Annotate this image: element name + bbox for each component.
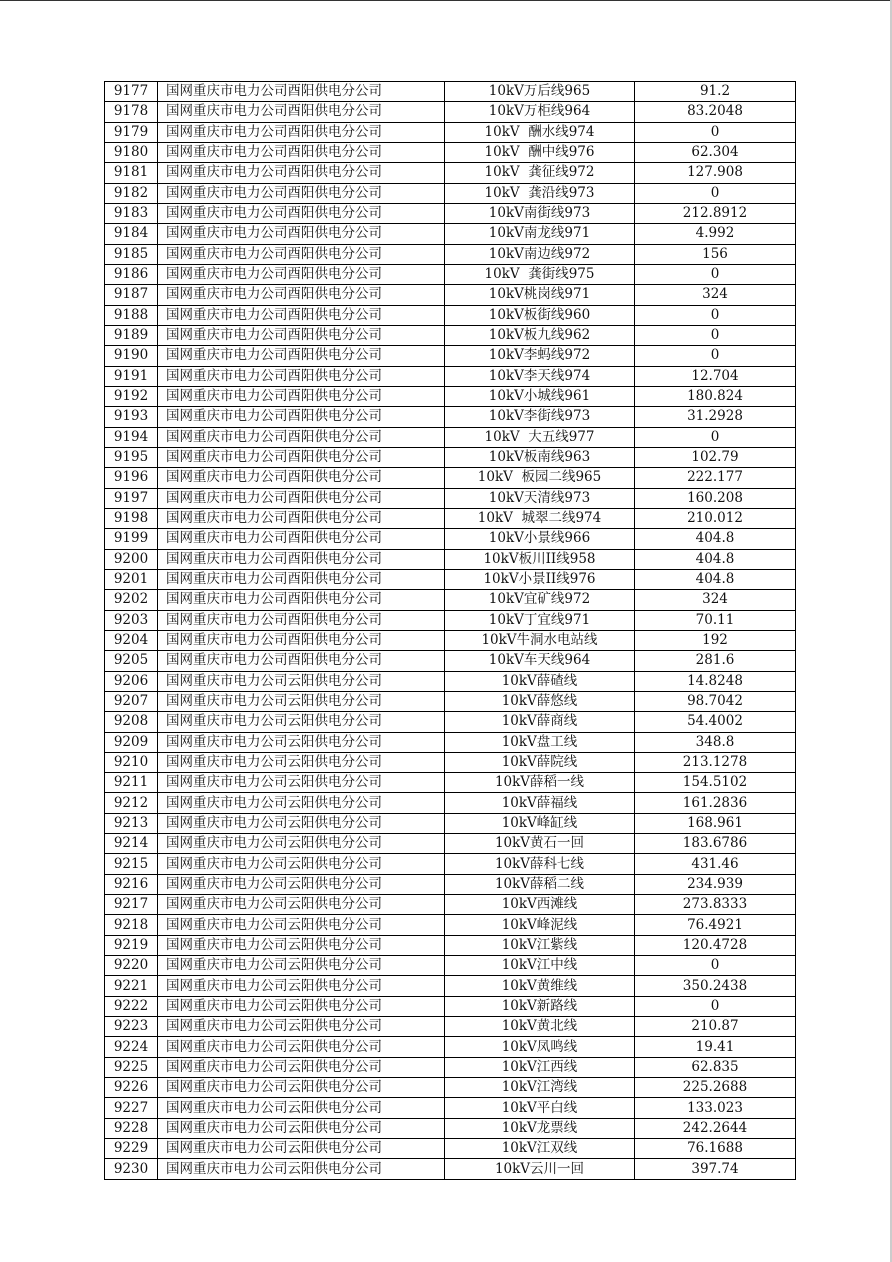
company-cell: 国网重庆市电力公司云阳供电分公司 xyxy=(158,976,445,996)
company-cell: 国网重庆市电力公司云阳供电分公司 xyxy=(158,732,445,752)
value-cell: 120.4728 xyxy=(635,935,796,955)
company-cell: 国网重庆市电力公司酉阳供电分公司 xyxy=(158,203,445,223)
row-number-cell: 9206 xyxy=(105,671,158,691)
row-number-cell: 9181 xyxy=(105,163,158,183)
row-number-cell: 9194 xyxy=(105,427,158,447)
row-number-cell: 9180 xyxy=(105,142,158,162)
company-cell: 国网重庆市电力公司酉阳供电分公司 xyxy=(158,163,445,183)
table-row xyxy=(105,468,796,488)
row-number-cell: 9178 xyxy=(105,102,158,122)
line-name-cell: 10kV板南线963 xyxy=(445,447,635,467)
line-name-cell: 10kV南边线972 xyxy=(445,244,635,264)
line-name-cell: 10kV小景II线976 xyxy=(445,569,635,589)
line-name-cell: 10kV桃岗线971 xyxy=(445,285,635,305)
company-cell: 国网重庆市电力公司酉阳供电分公司 xyxy=(158,244,445,264)
row-number-cell: 9195 xyxy=(105,447,158,467)
line-name-cell: 10kV李天线974 xyxy=(445,366,635,386)
line-name-cell: 10kV宜矿线972 xyxy=(445,590,635,610)
value-cell: 210.012 xyxy=(635,508,796,528)
table-row xyxy=(105,82,796,102)
table-row xyxy=(105,1098,796,1118)
company-cell: 国网重庆市电力公司酉阳供电分公司 xyxy=(158,427,445,447)
row-number-cell: 9182 xyxy=(105,183,158,203)
table-row xyxy=(105,834,796,854)
row-number-cell: 9197 xyxy=(105,488,158,508)
row-number-cell: 9196 xyxy=(105,468,158,488)
value-cell: 98.7042 xyxy=(635,691,796,711)
line-name-cell: 10kV 城翠二线974 xyxy=(445,508,635,528)
line-name-cell: 10kV李街线973 xyxy=(445,407,635,427)
row-number-cell: 9187 xyxy=(105,285,158,305)
company-cell: 国网重庆市电力公司云阳供电分公司 xyxy=(158,935,445,955)
table-row xyxy=(105,1078,796,1098)
company-cell: 国网重庆市电力公司酉阳供电分公司 xyxy=(158,610,445,630)
value-cell: 19.41 xyxy=(635,1037,796,1057)
company-cell: 国网重庆市电力公司云阳供电分公司 xyxy=(158,1139,445,1159)
table-row xyxy=(105,630,796,650)
company-cell: 国网重庆市电力公司酉阳供电分公司 xyxy=(158,82,445,102)
value-cell: 102.79 xyxy=(635,447,796,467)
page-top-border xyxy=(0,0,892,1)
line-name-cell: 10kV薛悠线 xyxy=(445,691,635,711)
line-name-cell: 10kV牛洞水电站线 xyxy=(445,630,635,650)
company-cell: 国网重庆市电力公司酉阳供电分公司 xyxy=(158,468,445,488)
line-name-cell: 10kV 龚街线975 xyxy=(445,264,635,284)
line-name-cell: 10kV天清线973 xyxy=(445,488,635,508)
value-cell: 404.8 xyxy=(635,549,796,569)
row-number-cell: 9225 xyxy=(105,1057,158,1077)
value-cell: 350.2438 xyxy=(635,976,796,996)
table-row xyxy=(105,610,796,630)
value-cell: 62.304 xyxy=(635,142,796,162)
value-cell: 31.2928 xyxy=(635,407,796,427)
company-cell: 国网重庆市电力公司云阳供电分公司 xyxy=(158,1057,445,1077)
table-row xyxy=(105,651,796,671)
line-name-cell: 10kV凤鸣线 xyxy=(445,1037,635,1057)
row-number-cell: 9186 xyxy=(105,264,158,284)
line-name-cell: 10kV车天线964 xyxy=(445,651,635,671)
data-table xyxy=(104,81,796,1180)
value-cell: 4.992 xyxy=(635,224,796,244)
row-number-cell: 9201 xyxy=(105,569,158,589)
line-name-cell: 10kV 酬水线974 xyxy=(445,122,635,142)
line-name-cell: 10kV薛商线 xyxy=(445,712,635,732)
value-cell: 212.8912 xyxy=(635,203,796,223)
table-row xyxy=(105,508,796,528)
company-cell: 国网重庆市电力公司酉阳供电分公司 xyxy=(158,508,445,528)
table-row xyxy=(105,102,796,122)
line-name-cell: 10kV平白线 xyxy=(445,1098,635,1118)
company-cell: 国网重庆市电力公司酉阳供电分公司 xyxy=(158,183,445,203)
line-name-cell: 10kV江西线 xyxy=(445,1057,635,1077)
value-cell: 0 xyxy=(635,122,796,142)
line-name-cell: 10kV李蚂线972 xyxy=(445,346,635,366)
value-cell: 154.5102 xyxy=(635,773,796,793)
table-row xyxy=(105,793,796,813)
company-cell: 国网重庆市电力公司酉阳供电分公司 xyxy=(158,590,445,610)
value-cell: 183.6786 xyxy=(635,834,796,854)
row-number-cell: 9193 xyxy=(105,407,158,427)
line-name-cell: 10kV 板园二线965 xyxy=(445,468,635,488)
value-cell: 192 xyxy=(635,630,796,650)
table-row xyxy=(105,549,796,569)
row-number-cell: 9188 xyxy=(105,305,158,325)
value-cell: 133.023 xyxy=(635,1098,796,1118)
table-row xyxy=(105,325,796,345)
line-name-cell: 10kV新路线 xyxy=(445,996,635,1016)
table-row xyxy=(105,529,796,549)
table-body xyxy=(105,82,796,1180)
table-row xyxy=(105,671,796,691)
company-cell: 国网重庆市电力公司云阳供电分公司 xyxy=(158,712,445,732)
table-row xyxy=(105,915,796,935)
value-cell: 0 xyxy=(635,325,796,345)
company-cell: 国网重庆市电力公司酉阳供电分公司 xyxy=(158,386,445,406)
line-name-cell: 10kV西滩线 xyxy=(445,895,635,915)
value-cell: 213.1278 xyxy=(635,752,796,772)
table-row xyxy=(105,976,796,996)
table-row xyxy=(105,366,796,386)
line-name-cell: 10kV 大五线977 xyxy=(445,427,635,447)
value-cell: 210.87 xyxy=(635,1017,796,1037)
value-cell: 234.939 xyxy=(635,874,796,894)
company-cell: 国网重庆市电力公司云阳供电分公司 xyxy=(158,813,445,833)
table-row xyxy=(105,1057,796,1077)
table-row xyxy=(105,732,796,752)
row-number-cell: 9204 xyxy=(105,630,158,650)
table-row xyxy=(105,488,796,508)
value-cell: 348.8 xyxy=(635,732,796,752)
row-number-cell: 9219 xyxy=(105,935,158,955)
row-number-cell: 9226 xyxy=(105,1078,158,1098)
value-cell: 0 xyxy=(635,305,796,325)
row-number-cell: 9209 xyxy=(105,732,158,752)
table-row xyxy=(105,264,796,284)
line-name-cell: 10kV 龚征线972 xyxy=(445,163,635,183)
company-cell: 国网重庆市电力公司酉阳供电分公司 xyxy=(158,346,445,366)
value-cell: 0 xyxy=(635,264,796,284)
value-cell: 14.8248 xyxy=(635,671,796,691)
row-number-cell: 9212 xyxy=(105,793,158,813)
value-cell: 242.2644 xyxy=(635,1118,796,1138)
line-name-cell: 10kV云川一回 xyxy=(445,1159,635,1179)
value-cell: 76.1688 xyxy=(635,1139,796,1159)
company-cell: 国网重庆市电力公司云阳供电分公司 xyxy=(158,1159,445,1179)
line-name-cell: 10kV板九线962 xyxy=(445,325,635,345)
row-number-cell: 9211 xyxy=(105,773,158,793)
line-name-cell: 10kV薛院线 xyxy=(445,752,635,772)
table-row xyxy=(105,854,796,874)
line-name-cell: 10kV南街线973 xyxy=(445,203,635,223)
table-row xyxy=(105,183,796,203)
table-row xyxy=(105,203,796,223)
line-name-cell: 10kV板街线960 xyxy=(445,305,635,325)
table-row xyxy=(105,691,796,711)
row-number-cell: 9191 xyxy=(105,366,158,386)
value-cell: 324 xyxy=(635,590,796,610)
row-number-cell: 9190 xyxy=(105,346,158,366)
row-number-cell: 9218 xyxy=(105,915,158,935)
row-number-cell: 9230 xyxy=(105,1159,158,1179)
table-row xyxy=(105,956,796,976)
table-row xyxy=(105,935,796,955)
table-row xyxy=(105,1118,796,1138)
company-cell: 国网重庆市电力公司云阳供电分公司 xyxy=(158,691,445,711)
company-cell: 国网重庆市电力公司云阳供电分公司 xyxy=(158,1118,445,1138)
line-name-cell: 10kV丁宜线971 xyxy=(445,610,635,630)
row-number-cell: 9177 xyxy=(105,82,158,102)
company-cell: 国网重庆市电力公司云阳供电分公司 xyxy=(158,1037,445,1057)
value-cell: 225.2688 xyxy=(635,1078,796,1098)
line-name-cell: 10kV薛稻二线 xyxy=(445,874,635,894)
table-row xyxy=(105,427,796,447)
table-row xyxy=(105,244,796,264)
table-row xyxy=(105,1017,796,1037)
row-number-cell: 9222 xyxy=(105,996,158,1016)
value-cell: 76.4921 xyxy=(635,915,796,935)
value-cell: 168.961 xyxy=(635,813,796,833)
table-row xyxy=(105,1139,796,1159)
table-row xyxy=(105,813,796,833)
table-row xyxy=(105,1159,796,1179)
company-cell: 国网重庆市电力公司酉阳供电分公司 xyxy=(158,447,445,467)
row-number-cell: 9227 xyxy=(105,1098,158,1118)
value-cell: 0 xyxy=(635,996,796,1016)
line-name-cell: 10kV南龙线971 xyxy=(445,224,635,244)
value-cell: 404.8 xyxy=(635,569,796,589)
row-number-cell: 9224 xyxy=(105,1037,158,1057)
table-row xyxy=(105,712,796,732)
company-cell: 国网重庆市电力公司云阳供电分公司 xyxy=(158,671,445,691)
value-cell: 91.2 xyxy=(635,82,796,102)
line-name-cell: 10kV薛碴线 xyxy=(445,671,635,691)
value-cell: 0 xyxy=(635,956,796,976)
value-cell: 404.8 xyxy=(635,529,796,549)
company-cell: 国网重庆市电力公司云阳供电分公司 xyxy=(158,854,445,874)
company-cell: 国网重庆市电力公司酉阳供电分公司 xyxy=(158,102,445,122)
company-cell: 国网重庆市电力公司酉阳供电分公司 xyxy=(158,569,445,589)
table-row xyxy=(105,996,796,1016)
company-cell: 国网重庆市电力公司云阳供电分公司 xyxy=(158,1078,445,1098)
line-name-cell: 10kV江中线 xyxy=(445,956,635,976)
value-cell: 324 xyxy=(635,285,796,305)
row-number-cell: 9198 xyxy=(105,508,158,528)
company-cell: 国网重庆市电力公司酉阳供电分公司 xyxy=(158,142,445,162)
table-row xyxy=(105,122,796,142)
company-cell: 国网重庆市电力公司云阳供电分公司 xyxy=(158,1017,445,1037)
line-name-cell: 10kV黄北线 xyxy=(445,1017,635,1037)
table-row xyxy=(105,407,796,427)
table-row xyxy=(105,224,796,244)
line-name-cell: 10kV小景线966 xyxy=(445,529,635,549)
row-number-cell: 9199 xyxy=(105,529,158,549)
row-number-cell: 9185 xyxy=(105,244,158,264)
row-number-cell: 9229 xyxy=(105,1139,158,1159)
row-number-cell: 9228 xyxy=(105,1118,158,1138)
value-cell: 0 xyxy=(635,346,796,366)
row-number-cell: 9189 xyxy=(105,325,158,345)
company-cell: 国网重庆市电力公司云阳供电分公司 xyxy=(158,895,445,915)
line-name-cell: 10kV 酬中线976 xyxy=(445,142,635,162)
value-cell: 62.835 xyxy=(635,1057,796,1077)
line-name-cell: 10kV峰缸线 xyxy=(445,813,635,833)
company-cell: 国网重庆市电力公司酉阳供电分公司 xyxy=(158,325,445,345)
row-number-cell: 9214 xyxy=(105,834,158,854)
company-cell: 国网重庆市电力公司云阳供电分公司 xyxy=(158,915,445,935)
row-number-cell: 9215 xyxy=(105,854,158,874)
row-number-cell: 9216 xyxy=(105,874,158,894)
table-row xyxy=(105,590,796,610)
row-number-cell: 9220 xyxy=(105,956,158,976)
row-number-cell: 9217 xyxy=(105,895,158,915)
value-cell: 127.908 xyxy=(635,163,796,183)
table-row xyxy=(105,773,796,793)
company-cell: 国网重庆市电力公司云阳供电分公司 xyxy=(158,752,445,772)
line-name-cell: 10kV峰泥线 xyxy=(445,915,635,935)
line-name-cell: 10kV薛稻一线 xyxy=(445,773,635,793)
line-name-cell: 10kV小城线961 xyxy=(445,386,635,406)
row-number-cell: 9192 xyxy=(105,386,158,406)
company-cell: 国网重庆市电力公司酉阳供电分公司 xyxy=(158,224,445,244)
company-cell: 国网重庆市电力公司云阳供电分公司 xyxy=(158,773,445,793)
table-row xyxy=(105,1037,796,1057)
company-cell: 国网重庆市电力公司云阳供电分公司 xyxy=(158,874,445,894)
line-name-cell: 10kV万后线965 xyxy=(445,82,635,102)
value-cell: 54.4002 xyxy=(635,712,796,732)
value-cell: 160.208 xyxy=(635,488,796,508)
value-cell: 431.46 xyxy=(635,854,796,874)
company-cell: 国网重庆市电力公司云阳供电分公司 xyxy=(158,834,445,854)
company-cell: 国网重庆市电力公司酉阳供电分公司 xyxy=(158,305,445,325)
company-cell: 国网重庆市电力公司酉阳供电分公司 xyxy=(158,630,445,650)
line-name-cell: 10kV万柜线964 xyxy=(445,102,635,122)
company-cell: 国网重庆市电力公司云阳供电分公司 xyxy=(158,996,445,1016)
row-number-cell: 9210 xyxy=(105,752,158,772)
table-row xyxy=(105,346,796,366)
company-cell: 国网重庆市电力公司酉阳供电分公司 xyxy=(158,488,445,508)
line-name-cell: 10kV江紫线 xyxy=(445,935,635,955)
row-number-cell: 9207 xyxy=(105,691,158,711)
company-cell: 国网重庆市电力公司酉阳供电分公司 xyxy=(158,549,445,569)
company-cell: 国网重庆市电力公司酉阳供电分公司 xyxy=(158,285,445,305)
row-number-cell: 9179 xyxy=(105,122,158,142)
table-row xyxy=(105,447,796,467)
line-name-cell: 10kV江双线 xyxy=(445,1139,635,1159)
line-name-cell: 10kV薛福线 xyxy=(445,793,635,813)
row-number-cell: 9213 xyxy=(105,813,158,833)
row-number-cell: 9208 xyxy=(105,712,158,732)
table-row xyxy=(105,386,796,406)
value-cell: 83.2048 xyxy=(635,102,796,122)
value-cell: 180.824 xyxy=(635,386,796,406)
table-row xyxy=(105,874,796,894)
company-cell: 国网重庆市电力公司酉阳供电分公司 xyxy=(158,529,445,549)
line-name-cell: 10kV黄维线 xyxy=(445,976,635,996)
table-row xyxy=(105,895,796,915)
value-cell: 161.2836 xyxy=(635,793,796,813)
row-number-cell: 9183 xyxy=(105,203,158,223)
line-name-cell: 10kV江湾线 xyxy=(445,1078,635,1098)
table-row xyxy=(105,752,796,772)
row-number-cell: 9203 xyxy=(105,610,158,630)
company-cell: 国网重庆市电力公司云阳供电分公司 xyxy=(158,793,445,813)
company-cell: 国网重庆市电力公司酉阳供电分公司 xyxy=(158,122,445,142)
company-cell: 国网重庆市电力公司酉阳供电分公司 xyxy=(158,651,445,671)
company-cell: 国网重庆市电力公司云阳供电分公司 xyxy=(158,956,445,976)
value-cell: 281.6 xyxy=(635,651,796,671)
table-row xyxy=(105,569,796,589)
table-row xyxy=(105,285,796,305)
table-row xyxy=(105,163,796,183)
value-cell: 397.74 xyxy=(635,1159,796,1179)
row-number-cell: 9223 xyxy=(105,1017,158,1037)
line-name-cell: 10kV 龚沿线973 xyxy=(445,183,635,203)
value-cell: 156 xyxy=(635,244,796,264)
table-row xyxy=(105,142,796,162)
value-cell: 0 xyxy=(635,183,796,203)
row-number-cell: 9221 xyxy=(105,976,158,996)
row-number-cell: 9202 xyxy=(105,590,158,610)
line-name-cell: 10kV板川II线958 xyxy=(445,549,635,569)
company-cell: 国网重庆市电力公司云阳供电分公司 xyxy=(158,1098,445,1118)
table-row xyxy=(105,305,796,325)
line-name-cell: 10kV盘工线 xyxy=(445,732,635,752)
company-cell: 国网重庆市电力公司酉阳供电分公司 xyxy=(158,407,445,427)
line-name-cell: 10kV龙票线 xyxy=(445,1118,635,1138)
value-cell: 12.704 xyxy=(635,366,796,386)
value-cell: 273.8333 xyxy=(635,895,796,915)
value-cell: 70.11 xyxy=(635,610,796,630)
company-cell: 国网重庆市电力公司酉阳供电分公司 xyxy=(158,264,445,284)
line-name-cell: 10kV黄石一回 xyxy=(445,834,635,854)
company-cell: 国网重庆市电力公司酉阳供电分公司 xyxy=(158,366,445,386)
row-number-cell: 9200 xyxy=(105,549,158,569)
row-number-cell: 9184 xyxy=(105,224,158,244)
value-cell: 0 xyxy=(635,427,796,447)
value-cell: 222.177 xyxy=(635,468,796,488)
line-name-cell: 10kV薛科七线 xyxy=(445,854,635,874)
row-number-cell: 9205 xyxy=(105,651,158,671)
